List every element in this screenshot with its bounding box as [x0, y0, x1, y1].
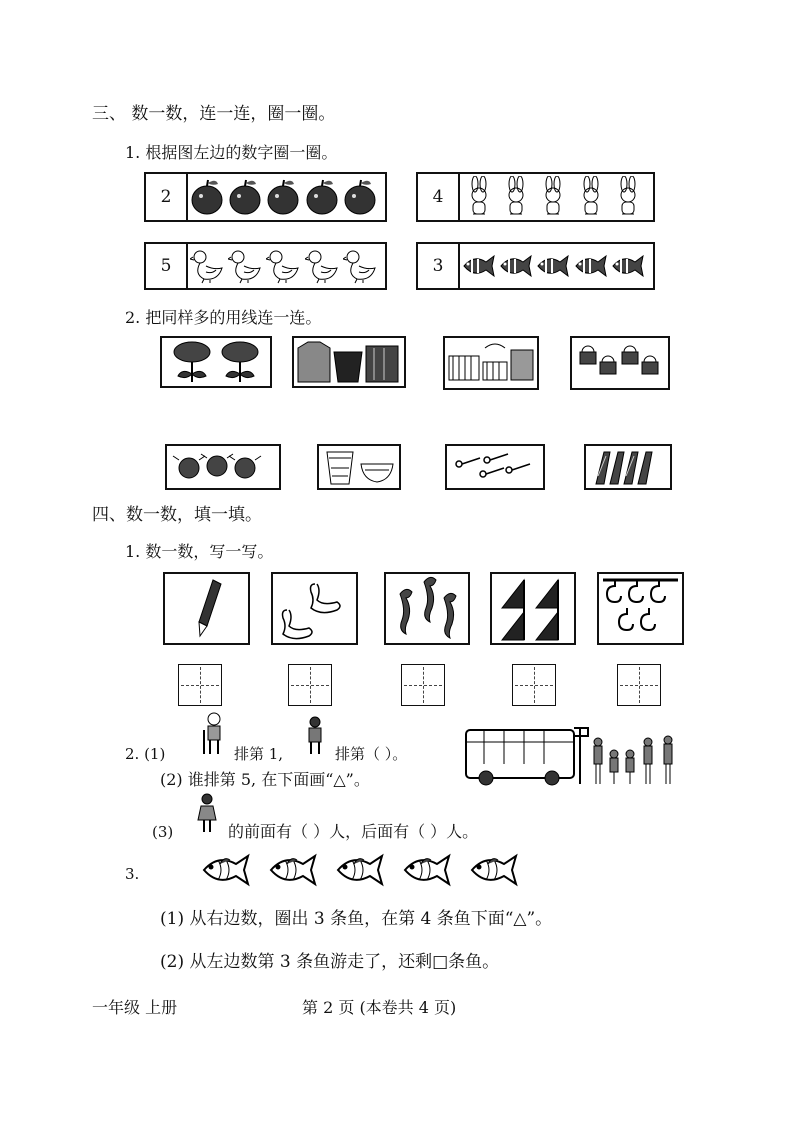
duck-icon[interactable]	[190, 248, 224, 284]
fish-icon[interactable]	[536, 252, 570, 280]
fish-icon[interactable]	[468, 852, 520, 888]
footer-grade: 一年级 上册	[92, 998, 178, 1017]
rabbit-icon[interactable]	[503, 176, 529, 218]
cake-icon	[445, 338, 537, 388]
section4-q2-3-text: 的前面有（ ）人，后面有（ ）人。	[228, 822, 479, 841]
bus-stop-scene	[464, 724, 684, 788]
bug-icon	[167, 446, 279, 488]
count-swans	[271, 572, 358, 645]
apple-icon[interactable]	[228, 178, 262, 216]
answer-box-swans[interactable]	[288, 664, 332, 706]
match-locks[interactable]	[570, 336, 670, 390]
match-cups[interactable]	[317, 444, 401, 490]
fish-row	[200, 852, 520, 892]
pencil-icon	[165, 574, 248, 643]
count-number: 3	[418, 244, 460, 288]
answer-box-hooks[interactable]	[617, 664, 661, 706]
count-seahorses	[384, 572, 470, 645]
answer-box-flags[interactable]	[512, 664, 556, 706]
section4-q3-1: (1) 从右边数，圈出 3 条鱼，在第 4 条鱼下面“△”。	[160, 909, 553, 929]
count-pencil	[163, 572, 250, 645]
count-number: 2	[146, 174, 188, 220]
apple-icon[interactable]	[305, 178, 339, 216]
seahorse-icon	[386, 574, 468, 643]
fish-icon[interactable]	[200, 852, 252, 888]
flag-icon	[492, 574, 574, 643]
key-icon	[447, 446, 543, 488]
fish-icon[interactable]	[462, 252, 496, 280]
footer-page: 第 2 页 (本卷共 4 页)	[302, 998, 457, 1017]
rabbit-icon[interactable]	[615, 176, 641, 218]
old-man-icon	[198, 712, 230, 756]
section4-title: 四、数一数，填一填。	[92, 505, 262, 525]
section4-q2-2: (2) 谁排第 5, 在下面画“△”。	[160, 770, 370, 789]
count-box-ducks[interactable]	[144, 242, 387, 290]
fish-icon[interactable]	[574, 252, 608, 280]
count-number: 4	[418, 174, 460, 220]
duck-icon[interactable]	[266, 248, 300, 284]
fish-icon[interactable]	[267, 852, 319, 888]
section4-q3-num: 3.	[125, 865, 140, 883]
section4-q2-1-label: 2. (1)	[125, 745, 166, 763]
match-keys[interactable]	[445, 444, 545, 490]
section4-q2-1-rank: 排第（ ）。	[335, 745, 408, 763]
answer-box-pencil[interactable]	[178, 664, 222, 706]
duck-icon[interactable]	[228, 248, 262, 284]
girl-icon	[194, 792, 220, 834]
apple-icon[interactable]	[343, 178, 377, 216]
fish-icon[interactable]	[611, 252, 645, 280]
section4-q1: 1. 数一数，写一写。	[125, 542, 274, 561]
count-flags	[490, 572, 576, 645]
rabbit-icon[interactable]	[540, 176, 566, 218]
rabbit-icon[interactable]	[466, 176, 492, 218]
section3-q1: 1. 根据图左边的数字圈一圈。	[125, 143, 338, 162]
match-cakes[interactable]	[443, 336, 539, 390]
boy-icon	[302, 716, 328, 756]
rabbit-icon[interactable]	[578, 176, 604, 218]
count-box-rabbits[interactable]	[416, 172, 655, 222]
section3-title: 三、 数一数，连一连，圈一圈。	[92, 104, 336, 124]
lock-icon	[572, 338, 668, 388]
count-box-apples[interactable]	[144, 172, 387, 222]
fish-icon[interactable]	[499, 252, 533, 280]
apple-icon[interactable]	[266, 178, 300, 216]
duck-icon[interactable]	[305, 248, 339, 284]
count-box-fish[interactable]	[416, 242, 655, 290]
section4-q2-3-label: (3)	[152, 823, 174, 841]
section4-q2-1-rank1: 排第 1,	[234, 745, 284, 763]
apple-icon[interactable]	[190, 178, 224, 216]
cup-icon	[319, 446, 399, 488]
brush-icon	[586, 446, 670, 488]
match-flowers[interactable]	[160, 336, 272, 388]
fish-icon[interactable]	[401, 852, 453, 888]
duck-icon[interactable]	[343, 248, 377, 284]
match-brushes[interactable]	[584, 444, 672, 490]
flower-icon	[162, 338, 270, 386]
swan-icon	[273, 574, 356, 643]
fish-icon[interactable]	[334, 852, 386, 888]
section3-q2: 2. 把同样多的用线连一连。	[125, 308, 322, 327]
count-hooks	[597, 572, 684, 645]
match-clothes[interactable]	[292, 336, 406, 388]
count-number: 5	[146, 244, 188, 288]
match-insects[interactable]	[165, 444, 281, 490]
section4-q3-2: (2) 从左边数第 3 条鱼游走了，还剩□条鱼。	[160, 952, 500, 972]
hook-icon	[599, 574, 682, 643]
answer-box-seahorses[interactable]	[401, 664, 445, 706]
clothes-icon	[294, 338, 404, 386]
